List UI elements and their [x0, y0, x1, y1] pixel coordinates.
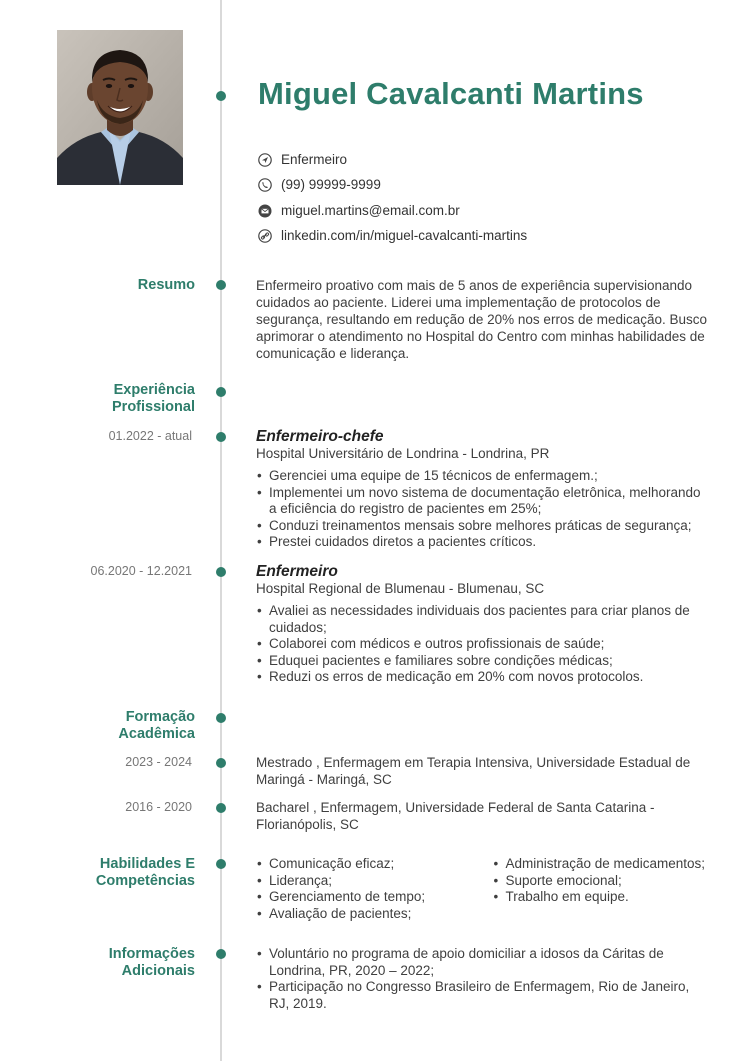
section-title-additional: [109, 946, 195, 980]
list-item: • Administração de medicamentos;: [492, 856, 716, 873]
section-title-skills-line1: Habilidades E: [99, 856, 195, 872]
section-title-education-line1: Formação: [125, 709, 195, 725]
list-item: • Gerenciei uma equipe de 15 técnicos de enfermagem.;: [256, 468, 711, 485]
job-1-bullets: [256, 468, 711, 551]
contact-phone-text: (99) 99999-9999: [281, 177, 381, 192]
contact-phone: [258, 177, 381, 192]
phone-icon: [258, 178, 272, 192]
list-item: • Comunicação eficaz;: [256, 856, 489, 873]
location-arrow-icon: [258, 153, 272, 167]
link-icon: [258, 229, 272, 243]
timeline-dot-education-1: [216, 758, 226, 768]
skills-column-1: [256, 856, 489, 922]
email-icon: [258, 204, 272, 218]
contact-email-text[interactable]: miguel.martins@email.com.br: [281, 203, 460, 218]
timeline-dot-experience: [216, 387, 226, 397]
job-2-dates: 06.2020 - 12.2021: [90, 564, 192, 578]
section-title-additional-line2: Adicionais: [121, 963, 195, 979]
section-title-skills: [96, 856, 195, 890]
candidate-name: Miguel Cavalcanti Martins: [258, 76, 644, 111]
education-1-dates: 2023 - 2024: [125, 755, 192, 769]
section-title-additional-line1: Informações: [108, 946, 195, 962]
list-item: • Gerenciamento de tempo;: [256, 889, 489, 906]
list-item: • Prestei cuidados diretos a pacientes críticos.: [256, 534, 711, 551]
education-2-text: Bacharel , Enfermagem, Universidade Federal de Santa Catarina - Florianópolis, SC: [256, 800, 655, 832]
section-title-education: [118, 709, 195, 743]
timeline-line: [220, 0, 222, 1061]
list-item: • Avaliei as necessidades individuais dos pacientes para criar planos de cuidados;: [256, 603, 711, 636]
job-1-dates: 01.2022 - atual: [108, 429, 192, 443]
section-title-education-line2: Acadêmica: [118, 726, 195, 742]
section-title-experience-line2: Profissional: [112, 399, 195, 415]
list-item: • Eduquei pacientes e familiares sobre condições médicas;: [256, 653, 711, 670]
profile-photo: [57, 30, 183, 185]
list-item: • Colaborei com médicos e outros profissionais de saúde;: [256, 636, 711, 653]
contact-role-text: Enfermeiro: [281, 152, 348, 167]
timeline-dot-skills: [216, 859, 226, 869]
section-title-experience-line1: Experiência: [113, 382, 195, 398]
list-item: • Reduzi os erros de medicação em 20% com novos protocolos.: [256, 669, 711, 686]
list-item: • Suporte emocional;: [492, 873, 716, 890]
section-title-skills-line2: Competências: [95, 873, 195, 889]
timeline-dot-job-1: [216, 432, 226, 442]
list-item: • Avaliação de pacientes;: [256, 906, 489, 923]
contact-email[interactable]: [258, 203, 460, 218]
education-1-text: Mestrado , Enfermagem em Terapia Intensiva, Universidade Estadual de Maringá - Maringá, SC: [256, 755, 691, 787]
skills-list: [256, 856, 716, 922]
job-1-company: Hospital Universitário de Londrina - Londrina, PR: [256, 446, 550, 461]
timeline-dot-job-2: [216, 567, 226, 577]
education-2-dates: 2016 - 2020: [125, 800, 192, 814]
list-item: • Trabalho em equipe.: [492, 889, 716, 906]
timeline-dot-name: [216, 91, 226, 101]
timeline-dot-additional: [216, 949, 226, 959]
timeline-dot-education: [216, 713, 226, 723]
summary-text: Enfermeiro proativo com mais de 5 anos de experiência supervisionando cuidados ao paciente. Liderei uma implementação de protocolos de segurança, resultando em redução de 20% nos erros de medicação. Busco aprimorar o atendimento no Hospital do Centro com minhas habilidades de comunicação e liderança.: [256, 278, 708, 361]
timeline-dot-education-2: [216, 803, 226, 813]
contact-linkedin-text[interactable]: linkedin.com/in/miguel-cavalcanti-martins: [281, 228, 528, 243]
job-2-bullets: [256, 603, 711, 686]
list-item: • Implementei um novo sistema de documentação eletrônica, melhorando a eficiência do registro de pacientes em 25%;: [256, 485, 711, 518]
list-item: • Voluntário no programa de apoio domiciliar a idosos da Cáritas de Londrina, PR, 2020 – 2022;: [256, 946, 711, 979]
job-2-title: Enfermeiro: [256, 563, 338, 580]
list-item: • Participação no Congresso Brasileiro de Enfermagem, Rio de Janeiro, RJ, 2019.: [256, 979, 711, 1012]
list-item: • Liderança;: [256, 873, 489, 890]
contact-role: [258, 152, 347, 167]
skills-column-2: [492, 856, 716, 922]
timeline-dot-summary: [216, 280, 226, 290]
job-1-title: Enfermeiro-chefe: [256, 428, 384, 445]
job-2-company: Hospital Regional de Blumenau - Blumenau, SC: [256, 581, 545, 596]
section-title-summary: Resumo: [137, 277, 195, 293]
list-item: • Conduzi treinamentos mensais sobre melhores práticas de segurança;: [256, 518, 711, 535]
contact-linkedin[interactable]: [258, 228, 527, 243]
section-title-experience: [112, 382, 195, 416]
additional-list: [256, 946, 711, 1012]
